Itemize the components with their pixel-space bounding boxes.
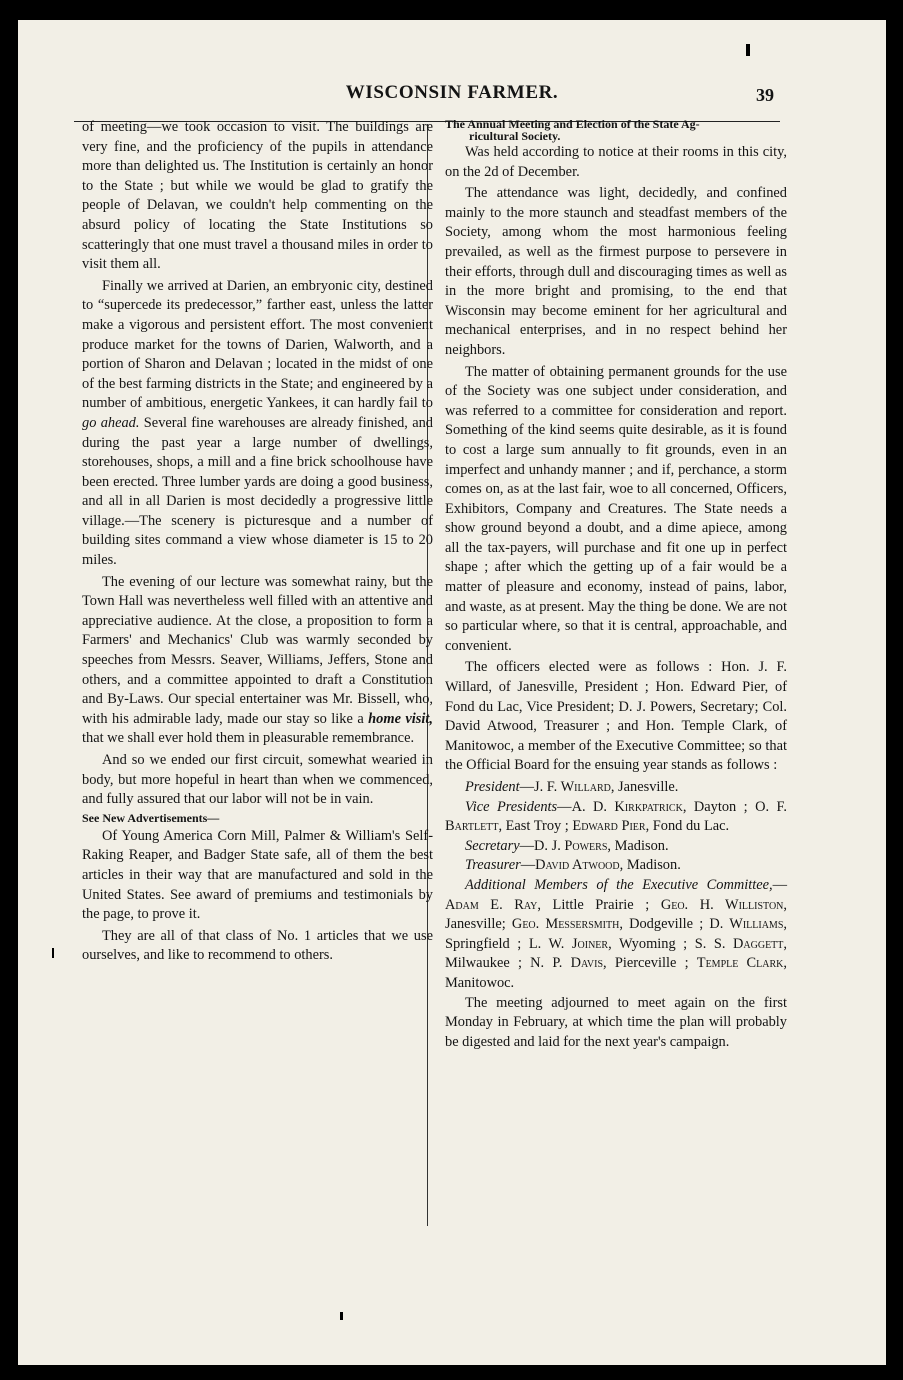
officer-place: , Janesville. — [610, 779, 679, 795]
text-run: Finally we arrived at Darien, an embryonic city, destined to “supercede its predecessor,” farther east, unless the latter make a vigorous and persistent effort. The most convenient produce market for the towns of Darien, Walworth, and a portion of Sharon and Delavan ; located in the midst of one of the best farming districts in the State; and engineered by a number of ambitious, energetic Yankees, it can hardly fail to — [82, 277, 433, 412]
paragraph-held: Was held according to notice at their rooms in this city, on the 2d of December. — [445, 144, 787, 180]
officer-place: , Dayton ; — [682, 798, 756, 815]
italic-phrase: home visit, — [368, 710, 433, 727]
officer-name: Geo. H. Williston — [660, 896, 784, 913]
paragraph-circuit: And so we ended our first circuit, somewhat wearied in body, but more hopeful in heart than when we commenced, and fully assured that our labor will not be in vain. — [82, 752, 433, 808]
ink-speck — [746, 44, 750, 56]
officer-name: Adam E. Ray — [445, 896, 538, 913]
officer-place: , Pierceville ; — [603, 955, 697, 972]
paragraph-officers: The officers elected were as follows : Hon. J. F. Willard, of Janesville, President ; Hon. Edward Pier, of Fond du Lac, Vice President; D. J. Powers, Secretary; Col. David Atwood, Treasurer ; and Hon. Temple Clark, of Manitowoc, a member of the Executive Committee; so that the Official Board for the ensuing year stands as follows : — [445, 659, 787, 774]
running-title: WISCONSIN FARMER. — [345, 82, 559, 103]
officer-name: Edward Pier — [572, 818, 646, 835]
officer-place: , Madison. — [607, 837, 669, 854]
officer-name: Geo. Messersmith — [511, 916, 620, 933]
ink-speck — [340, 1312, 343, 1320]
officer-place: , Springfield ; — [445, 916, 787, 952]
roster-label: Vice Presidents — [465, 798, 558, 815]
officer-name: David Atwood — [535, 857, 620, 874]
page-number: 39 — [756, 85, 774, 105]
paragraph-darien — [82, 277, 433, 571]
paragraph-adjourned: The meeting adjourned to meet again on the first Monday in February, at which time the plan will probably be digested and laid for the next year's campaign. — [445, 994, 787, 1050]
officer-place: , Fond du Lac. — [645, 818, 730, 835]
text-run: Several fine warehouses are already finished, and during the past year a large number of dwellings, storehouses, shops, a mill and a fine brick schoolhouse have been erected. Three lumber yards are doing a good business, and all in all Darien is most decidedly a progressive little village.—The scenery is picturesque and a number of building sites command a view whose diameter is 15 to 20 miles. — [82, 414, 433, 569]
officer-place: , East Troy ; — [498, 818, 573, 835]
paragraph-lecture — [82, 573, 433, 749]
text-run: that we shall ever hold them in pleasurable remembrance. — [82, 730, 415, 747]
officer-name: D. J. Powers — [534, 837, 608, 854]
heading-line: The Annual Meeting and Election of the State Ag- — [445, 117, 700, 131]
officer-name: A. D. Kirkpatrick — [571, 798, 683, 815]
roster-secretary: Secretary—D. J. Powers, Madison. — [465, 837, 669, 854]
officer-place: , Dodgeville ; — [619, 916, 710, 933]
roster-label: Treasurer — [465, 857, 521, 874]
officer-place: , Wyoming ; — [608, 935, 695, 952]
newspaper-page — [18, 20, 886, 1365]
officer-name: L. W. Joiner — [528, 935, 609, 952]
paragraph-grounds: The matter of obtaining permanent grounds for the use of the Society was one subject under consideration, and was referred to a committee for consideration and report. Something of the kind seems quite desirable, as it is found to cost a large sum annually to fit grounds, even in an imperfect and unhandy manner ; and if, perchance, a storm comes on, as at the last fair, woe to all concerned, Officers, Exhibitors, Company and Creatures. The State needs a show ground beyond a doubt, and a dime apiece, among all the tax-payers, will purchase and fit one up in perfect shape ; after which the getting up of a fair would be a matter of pleasure and economy, instead of pains, labor, and waste, as at present. May the thing be done. We are not so particular where, so that it is central, approachable, and convenient. — [445, 363, 787, 654]
paragraph-attendance: The attendance was light, decidedly, and confined mainly to the more staunch and steadfast members of the Society, among whom the most harmonious feeling prevailed, as well as the firmest purpose to persevere in their efforts, through dull and discouraging times as well as in the more bright and promising, to the end that Wisconsin may become eminent for her agricultural and mechanical enterprises, and in no respect behind her neighbors. — [445, 185, 787, 358]
officer-place: , Manitowoc. — [445, 955, 787, 991]
roster-vice-presidents: Vice Presidents—A. D. Kirkpatrick, Dayton ; O. F. Bartlett, East Troy ; Edward Pier, Fond du Lac. — [445, 798, 788, 835]
roster-label: Secretary — [465, 837, 520, 854]
officer-place: , Madison. — [619, 857, 681, 874]
officer-name: J. F. Willard — [534, 779, 611, 795]
ink-speck — [52, 948, 54, 958]
roster-label: President — [465, 779, 520, 795]
roster-treasurer: Treasurer—David Atwood, Madison. — [465, 857, 681, 874]
section-heading-advertisements: See New Advertisements— — [82, 810, 220, 825]
text-run: The evening of our lecture was somewhat rainy, but the Town Hall was nevertheless well filled with an attentive and appreciative audience. At the close, a proposition to form a Farmers' and Mechanics' Club was warmly seconded by speeches from Messrs. Seaver, Williams, Jeffers, Stone and others, and a committee appointed to draft a Constitution and By-Laws. Our special entertainer was Mr. Bissell, who, with his admirable lady, made our stay so like a — [82, 573, 433, 727]
officer-name: D. Williams — [709, 916, 784, 933]
roster-label: Additional Members of the Executive Committee, — [465, 876, 773, 893]
right-column — [445, 118, 787, 1054]
page-header — [18, 78, 886, 118]
officer-name: N. P. Davis — [530, 955, 604, 972]
officer-place: , Janesville; — [445, 896, 788, 933]
italic-phrase: go ahead. — [82, 414, 140, 431]
officer-name: O. F. Bartlett — [445, 798, 788, 835]
officer-place: , Milwaukee ; — [445, 935, 788, 972]
left-column — [82, 118, 433, 968]
officer-name: Temple Clark — [696, 955, 784, 972]
section-heading-annual-meeting — [445, 118, 787, 142]
paragraph-advertisements: Of Young America Corn Mill, Palmer & William's Self-Raking Reaper, and Badger State safe, all of them the best articles in their way that are manufactured and sold in the United States. See award of premiums and testimonials by the page, to prove it. — [82, 827, 433, 923]
heading-line: ricultural Society. — [469, 129, 561, 143]
paragraph-recommend: They are all of that class of No. 1 articles that we use ourselves, and like to recommend to others. — [82, 927, 433, 964]
roster-president: President—J. F. Willard, Janesville. — [465, 779, 679, 795]
paragraph-delavan-visit: of meeting—we took occasion to visit. The buildings are very fine, and the proficiency of the pupils in attendance more than delighted us. The Institution is certainly an honor to the State ; but while we would be glad to gratify the people of Delavan, we couldn't help commenting on the absurd policy of locating the State Institutions so scatteringly that one must travel a thousand miles in order to visit them all. — [82, 119, 433, 273]
officer-name: S. S. Daggett — [694, 935, 784, 952]
roster-executive-committee: Additional Members of the Executive Committee,—Adam E. Ray, Little Prairie ; Geo. H. Williston, Janesville; Geo. Messersmith, Dodgeville ; D. Williams, Springfield ; L. W. Joiner, Wyoming ; S. S. Daggett, Milwaukee ; N. P. Davis, Pierceville ; Temple Clark, Manitowoc. — [445, 876, 788, 991]
officer-place: , Little Prairie ; — [537, 896, 661, 913]
